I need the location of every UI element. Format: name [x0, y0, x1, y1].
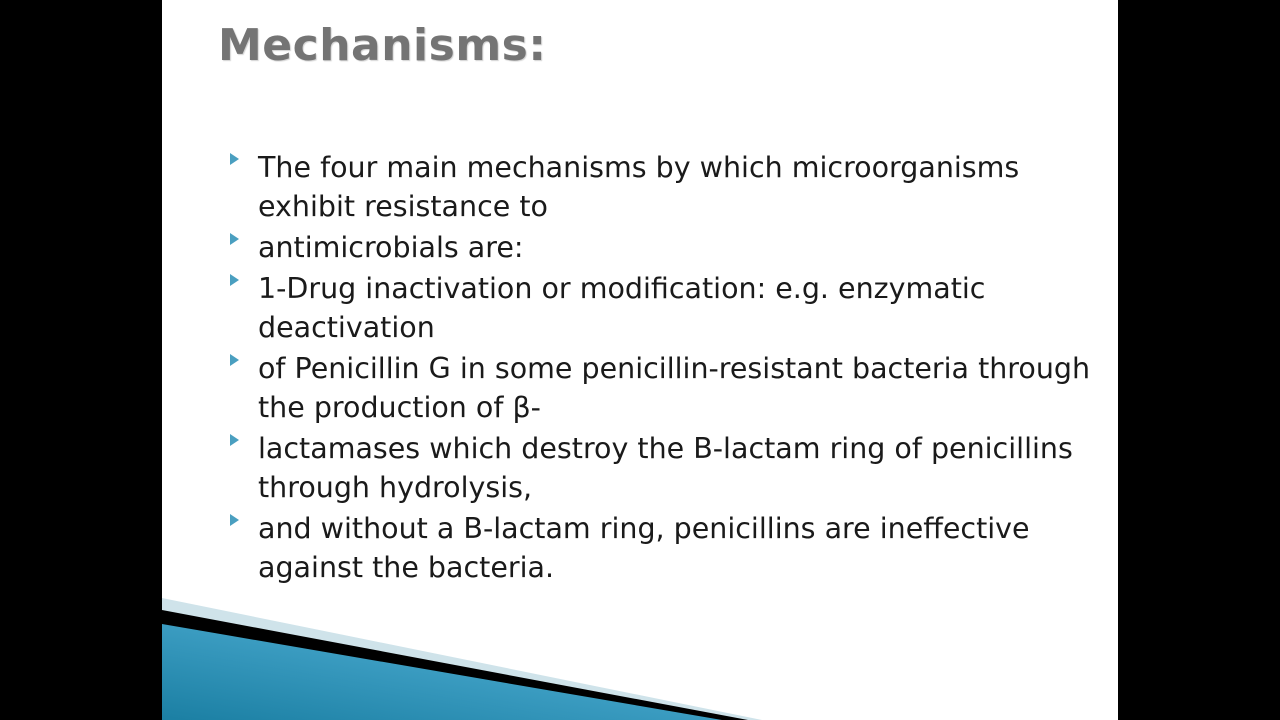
list-item [222, 148, 1102, 226]
list-item-text: The four main mechanisms by which microorganisms exhibit resistance to [258, 151, 1020, 224]
slide-decoration [162, 590, 1118, 720]
triangle-bullet-icon [230, 274, 239, 286]
list-item [222, 509, 1102, 587]
list-item-text: antimicrobials are: [258, 231, 524, 265]
triangle-bullet-icon [230, 354, 239, 366]
list-item [222, 228, 1102, 267]
slide-bullet-list [222, 148, 1102, 589]
letterbox-right [1118, 0, 1280, 720]
triangle-bullet-icon [230, 434, 239, 446]
slide-canvas [162, 0, 1118, 720]
list-item [222, 269, 1102, 347]
list-item-text: lactamases which destroy the B-lactam ring of penicillins through hydrolysis, [258, 432, 1073, 505]
list-item-text: of Penicillin G in some penicillin-resistant bacteria through the production of β- [258, 352, 1091, 425]
page-title: Mechanisms: [218, 20, 547, 71]
list-item-text: 1-Drug inactivation or modification: e.g. enzymatic deactivation [258, 272, 986, 345]
list-item-text: and without a B-lactam ring, penicillins are ineffective against the bacteria. [258, 512, 1030, 585]
list-item [222, 349, 1102, 427]
triangle-bullet-icon [230, 233, 239, 245]
triangle-bullet-icon [230, 153, 239, 165]
letterbox-left [0, 0, 162, 720]
corner-ribbon-icon [162, 590, 1118, 720]
triangle-bullet-icon [230, 514, 239, 526]
list-item [222, 429, 1102, 507]
